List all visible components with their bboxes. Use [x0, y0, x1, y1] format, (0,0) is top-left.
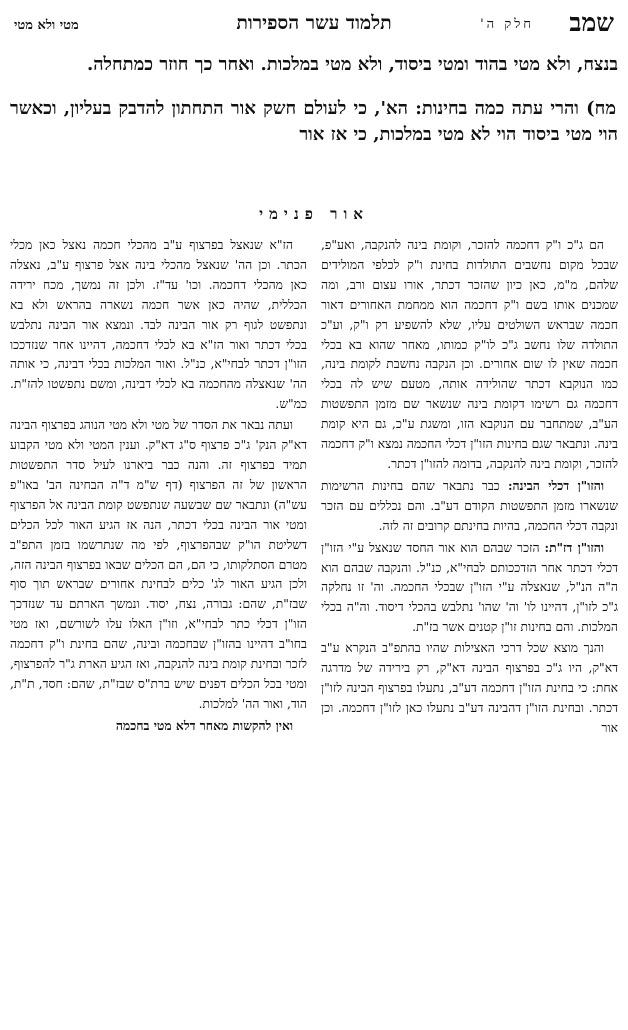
commentary-paragraph	[321, 476, 618, 537]
commentary-paragraph: והנך מוצא שכל דרכי האצילות שהיו בהתפ"ב הנקרא ע"ב דא"ק, היו ג"כ בפרצוף הבינה דא"ק, רק בירידה של מדרגה אחת: כי בחינת הזו"ן דחכמה דע"ב, נתעלו בפרצוף הבינה לזו"ן דכתר. ובחינת הזו"ן דהבינה דע"ב נתעלו כאן לזו"ן דחכמה. וכן אור	[321, 641, 618, 735]
commentary-paragraph: הז"א שנאצל בפרצוף ע"ב מהכלי חכמה נאצל כאן מכלי הכתר. וכן הה' שנאצל מהכלי בינה אצל פרצוף ע"ב, נאצלה כאן מהכלי דחכמה. וכו' עד"ז. ולכן זה נמשך, מכח ירידה הכללית, שהיה כאן אשר חכמה נשארה בהראש ולא בא ונתפשט לגוף רק אור הבינה לבד. ונמצא אור הבינה נתלבש בכלי דכתר ואור הז"א בא לכלי דחכמה, דהיינו אחר שנזדככו הזו"ן דכתר לבחי"א, כנ"ל. ואור המלכות בכלי דבינה, כי אותה הה' שנאצלה מהחכמה בא לכלי דבינה, ומשם נתפשטו להז"ת. כמ"ש.	[10, 238, 307, 412]
paragraph-lead: והזו"ן דז"ת:	[544, 539, 604, 555]
main-paragraph: מח) והרי עתה כמה בחינות: הא', כי לעולם חשק אור התחתון להדבק בעליון, וכאשר הוי מטי ביסוד הוי לא מטי במלכות, כי אז אור	[10, 98, 618, 145]
commentary-paragraph: ואין להקשות מאחר דלא מטי בחכמה	[115, 717, 293, 733]
book-title: תלמוד עשר הספירות	[236, 12, 392, 34]
main-text	[10, 52, 618, 148]
commentary-paragraph: הם ג"כ ו"ק דחכמה להזכר, וקומת בינה להנקבה, ואע"פ, שבכל מקום נחשבים התולדות בחינת ו"ק לכלפי המולידים שלהם, מ"מ, כאן כיון שהזכר דכתר, אורו עצום ורב, ומה שמכנים אותו בשם ו"ק דחכמה הוא ממחמת האחורים דאור חכמה שבראש השולטים עליו, שלא להשפיע רק ו"ק, וע"כ התולדה שלו נחשב ג"כ לו"ק כמותו, מאחר שהוא בא בכלי חכמה שאין לו שום אחורים. וכן הנקבה נחשבת לקומת בינה, כמו הנוקבא דכתר שהולידה אותה, מטעם שיש לה בכלי דחכמה גם רשימו דקומת בינה שנשאר שם מזמן התפשטות הע"ב, שמתחבר עם הנוקבא הזו, ומשגת ע"כ, גם היא קומת בינה. ונתבאר שגם בחינות הזו"ן דכלי החכמה נמצא ו"ק דחכמה להזכר, וקומת בינה להנקבה, בדומה להזו"ן דכתר.	[321, 238, 618, 471]
part-label: חלק ה'	[480, 17, 534, 32]
paragraph-body: הזכר שבהם הוא אור החסד שנאצל ע"י הזו"ן דכלי דכתר אחר הזדככותם לבחי"א, כנ"ל. והנקבה שבהם הוא ה"ה הנ"ל, שנאצלה ע"י הזו"ן שבכלי החכמה. וה' זו נחלקה ג"כ לזו"ן, דהיינו לו' וה' שהו' נתלבש בהכלי דיסוד. וה"ה בכלי המלכות. והם בחינות זו"ן קטנים אשר בז"ת.	[321, 540, 618, 635]
paragraph-lead: והזו"ן דכלי הבינה:	[507, 477, 604, 493]
commentary-paragraph	[321, 538, 618, 639]
right-column	[321, 236, 618, 1024]
commentary-columns	[10, 236, 618, 1024]
page-number: שמב	[569, 8, 614, 37]
paragraph-body: כבר נתבאר שהם בחינות הרשימות שנשארו מזמן התפשטות הקודם דע"ב. והם נכללים עם הזכר ונקבה דכלי החכמה, בהיות בחינתם קרובים זה לזה.	[321, 478, 618, 533]
main-paragraph: בנצח, ולא מטי בהוד ומטי ביסוד, ולא מטי במלכות. ואחר כך חוזר כמתחלה.	[86, 54, 618, 75]
left-column	[10, 236, 307, 1024]
commentary-paragraph: ועתה נבאר את הסדר של מטי ולא מטי הנוהג בפרצוף הבינה דא"ק הנק' ג"כ פרצוף ס"ג דא"ק. וענין המטי ולא מטי הקבוע תמיד בפרצוף זה. והנה כבר ביארנו לעיל סדר התפשטות הראשון של זה הפרצוף (דף ש"מ ד"ה הבחינה הב' באו"פ עש"ה) ונתבאר שם שבשעה שנתפשט קומת הבינה אל הפרצוף ומטי אור הבינה בכלי דכתר, הנה אז הגיע האור לכל הכלים דשליטת הו"ק שבהפרצוף, לפי מה שנתרשמו בזמן התפ"ב מטרם הסתלקותו, כי הם, הם הכלים שבאו בפרצוף הבינה הזה, ולכן הגיע האור לג' כלים לבחינת אחורים שבראש תוך סוף שבז"ת, שהם: גבורה, נצח, יסוד. ונמשך הארתם עד שנזדכך הזו"ן דכלי כתר לבחי"א, וזו"ן האלו עלו לשורשם, ואז מטי בחו"ב דהיינו בהזו"ן שבחכמה ובינה, שהם בחינת ו"ק דחכמה לזכר ובחינת קומת בינה להנקבה, ואז הגיע הארת ג"ר להפרצוף, ומטי בכל הכלים דפנים שיש ברת"ס שבז"ת, שהם: חסד, ת"ת, הוד, ואור הה' למלכות.	[10, 418, 307, 711]
page-header	[8, 8, 620, 42]
section-title: אור פנימי	[259, 205, 369, 223]
running-topic: מטי ולא מטי	[14, 18, 79, 33]
